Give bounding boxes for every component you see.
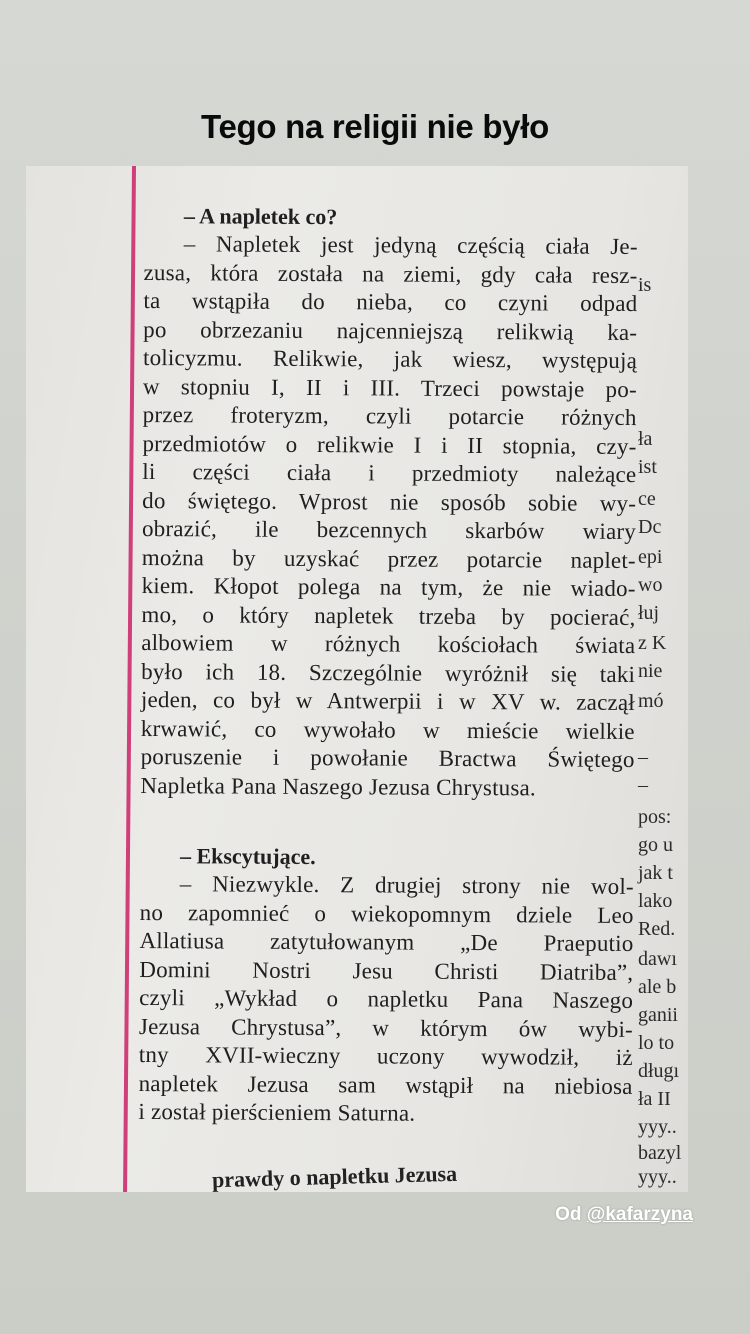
article-line: w stopniu I, II i III. Trzeci powstaje po- <box>142 373 637 402</box>
side-column-text: pos: <box>638 806 672 828</box>
article-line: po obrzezaniu najcenniejszą relikwią ka- <box>143 316 638 345</box>
article-line: przedmiotów o relikwie I i II stopnia, czy- <box>142 430 637 459</box>
newspaper-photo <box>26 166 688 1192</box>
article-line: no zapomnieć o wiekopomnym dziele Leo <box>139 899 634 928</box>
article-line: Allatiusa zatytułowanym „De Praeputio <box>139 927 634 957</box>
bottom-fragment: prawdy o napletku Jezusa <box>211 1160 458 1192</box>
article-line: mo, o który napletek trzeba by pocierać, <box>141 601 636 630</box>
side-column-text: nie <box>638 660 663 682</box>
side-column-text: lo to <box>638 1032 675 1054</box>
side-column-text: ale b <box>638 976 677 998</box>
side-column-text: yyy.. <box>638 1166 677 1188</box>
side-column-text: Red. <box>638 918 676 940</box>
answer-1 <box>140 230 637 803</box>
side-column-text: ce <box>638 488 656 510</box>
article-line: napletek Jezusa sam wstąpił na niebiosa <box>138 1070 633 1099</box>
side-column-text: wo <box>638 574 663 596</box>
side-column-text: go u <box>638 834 673 856</box>
article-line: było ich 18. Szczególnie wyróżnił się taki <box>141 658 636 687</box>
article-line: poruszenie i powołanie Bractwa Świętego <box>140 743 635 773</box>
attribution-handle[interactable]: @kafarzyna <box>586 1204 693 1225</box>
article-line: – Niezwykle. Z drugiej strony nie wol- <box>179 871 634 900</box>
side-column-text: is <box>638 274 652 296</box>
article-line: li części ciała i przedmioty należące <box>142 458 637 488</box>
attribution-prefix: Od <box>555 1204 587 1225</box>
article-line: Domini Nostri Jesu Christi Diatriba”, <box>139 956 634 985</box>
side-column-text: długı <box>638 1060 680 1082</box>
side-column-text: epi <box>638 546 663 568</box>
article-line: do świętego. Wprost nie sposób sobie wy- <box>142 487 637 516</box>
article-line: jeden, co był w Antwerpii i w XV w. zaczął <box>140 686 636 716</box>
side-column-text: ganii <box>638 1004 678 1026</box>
article-line: można by uzyskać przez potarcie naplet- <box>141 544 636 573</box>
article-line: przez froteryzm, czyli potarcie różnych <box>142 401 637 431</box>
side-column-text: dawı <box>638 948 677 970</box>
side-column-text: ist <box>638 456 657 478</box>
story-caption: Tego na religii nie było <box>201 108 549 145</box>
side-column-text: mó <box>638 690 664 712</box>
article-line: Napletka Pana Naszego Jezusa Chrystusa. <box>140 772 537 800</box>
article-line: tny XVII-wieczny uczony wywodził, iż <box>138 1041 633 1071</box>
side-column-text: ła <box>638 428 653 450</box>
question-2: – Ekscytujące. <box>179 843 316 870</box>
side-column-text: z K <box>638 632 667 654</box>
article-line: albowiem w różnych kościołach świata <box>141 629 636 659</box>
article-line: tolicyzmu. Relikwie, jak wiesz, występują <box>142 344 638 374</box>
side-column-text: yyy.. <box>638 1116 677 1138</box>
article-line: ta wstąpiła do nieba, co czyni odpad <box>143 287 638 317</box>
side-column-text: – <box>638 746 648 768</box>
article-line: i został pierścieniem Saturna. <box>138 1098 416 1126</box>
adjacent-column-fragment <box>638 166 688 1192</box>
margin-line <box>123 166 136 1192</box>
answer-2 <box>138 870 634 1130</box>
article-line: zusa, która została na ziemi, gdy cała resz- <box>143 259 638 288</box>
side-column-text: – <box>638 774 648 796</box>
article-line: Jezusa Chrystusa”, w którym ów wybi- <box>138 1013 634 1042</box>
question-1: – A napletek co? <box>183 203 338 230</box>
attribution[interactable] <box>555 1204 693 1226</box>
article-line: kiem. Kłopot polega na tym, że nie wiado- <box>141 572 636 602</box>
side-column-text: łuj <box>638 602 660 624</box>
article-line: – Napletek jest jedyną częścią ciała Je- <box>183 231 638 260</box>
article-line: obrazić, ile bezcennych skarbów wiary <box>141 515 637 545</box>
side-column-text: lako <box>638 890 673 912</box>
article-text <box>138 202 638 1130</box>
side-column-text: ła II <box>638 1088 671 1110</box>
side-column-text: bazyl <box>638 1142 682 1164</box>
article-line: czyli „Wykład o napletku Pana Naszego <box>139 984 634 1014</box>
side-column-text: Dc <box>638 516 662 538</box>
article-line: krwawić, co wywołało w mieście wielkie <box>140 715 635 744</box>
side-column-text: jak t <box>638 862 673 884</box>
